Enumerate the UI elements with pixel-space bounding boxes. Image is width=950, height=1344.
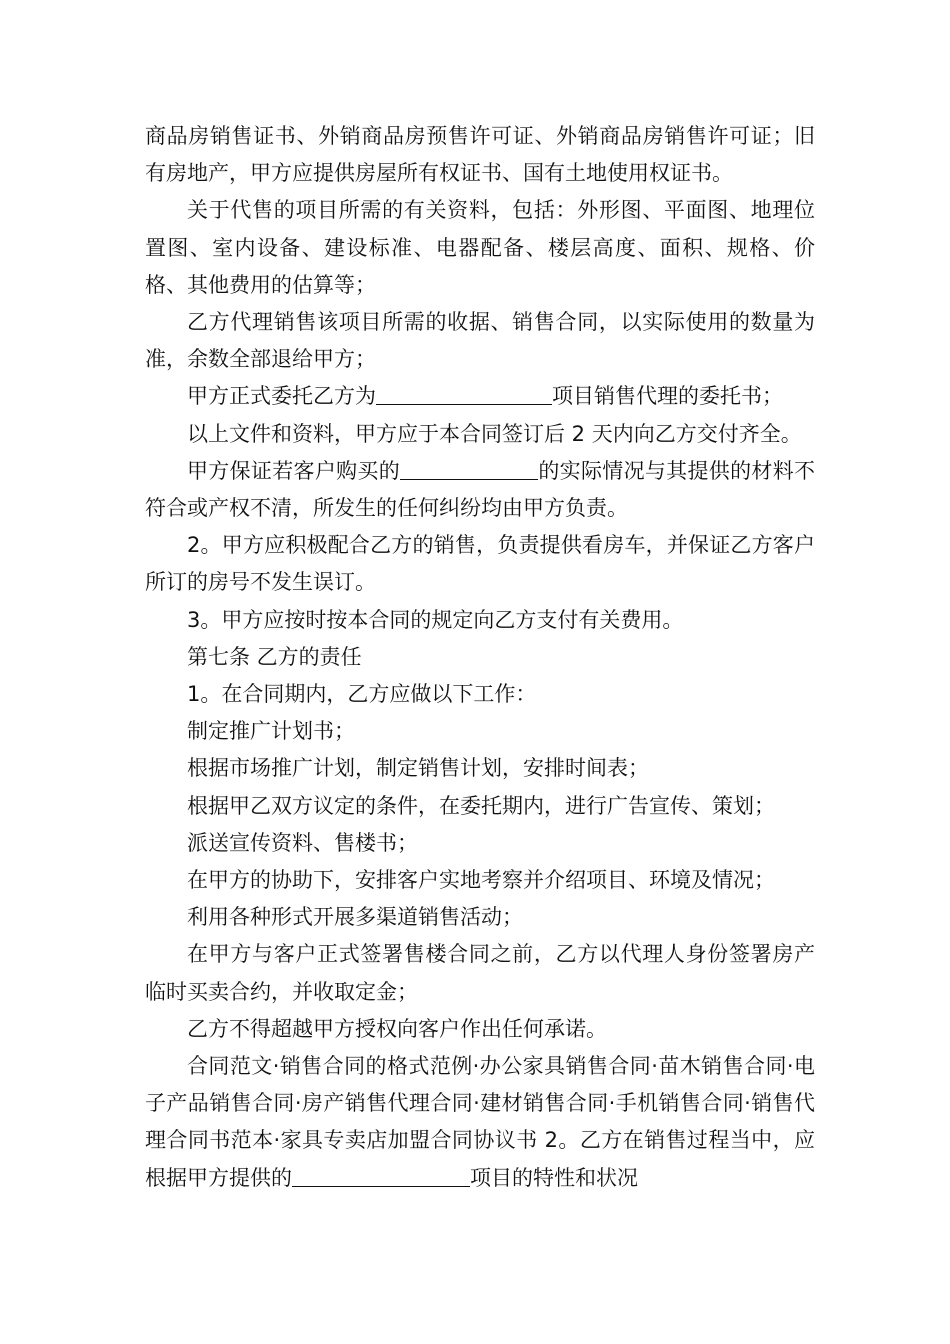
paragraph-item-3: 3。甲方应按时按本合同的规定向乙方支付有关费用。 [187,607,684,632]
paragraph-receipts-contracts: 乙方代理销售该项目所需的收据、销售合同，以实际使用的数量为准，余数全部退给甲方； [145,310,815,372]
list-item: 根据市场推广计划，制定销售计划，安排时间表； [187,756,649,781]
list-item: 在甲方与客户正式签署售楼合同之前，乙方以代理人身份签署房产临时买卖合约，并收取定金； [145,942,815,1004]
list-item: 乙方不得超越甲方授权向客户作出任何承诺。 [187,1016,607,1041]
fill-in-blank [400,457,538,480]
paragraph-text-after-blank: 项目的特性和状况 [470,1165,638,1190]
paragraph-text-after-blank: 项目销售代理的委托书； [552,384,783,409]
paragraph-certificates: 商品房销售证书、外销商品房预售许可证、外销商品房销售许可证；旧有房地产，甲方应提供房屋所有权证书、国有土地使用权证书。 [145,124,815,186]
list-item: 在甲方的协助下，安排客户实地考察并介绍项目、环境及情况； [187,868,775,893]
fill-in-blank [292,1164,470,1187]
paragraph-item-1: 1。在合同期内，乙方应做以下工作： [187,682,537,707]
paragraph-item-2: 2。甲方应积极配合乙方的销售，负责提供看房车，并保证乙方客户所订的房号不发生误订。 [145,533,815,595]
paragraph-text-before-blank: 合同范文·销售合同的格式范例·办公家具销售合同·苗木销售合同·电子产品销售合同·房产销售代理合同·建材销售合同·手机销售合同·销售代理合同书范本·家具专卖店加盟合同协议书 2。乙方在销售过程当中，应根据甲方提供的 [145,1054,815,1190]
paragraph-entrustment-letter [145,378,815,415]
document-body [145,118,815,1197]
list-item: 制定推广计划书； [187,719,355,744]
paragraph-party-a-guarantee [145,453,815,527]
paragraph-project-materials: 关于代售的项目所需的有关资料，包括：外形图、平面图、地理位置图、室内设备、建设标准、电器配备、楼层高度、面积、规格、价格、其他费用的估算等； [145,198,815,297]
paragraph-contract-templates [145,1048,815,1197]
paragraph-delivery-deadline: 以上文件和资料，甲方应于本合同签订后 2 天内向乙方交付齐全。 [187,421,802,446]
list-item: 根据甲乙双方议定的条件，在委托期内，进行广告宣传、策划； [187,793,775,818]
list-item: 利用各种形式开展多渠道销售活动； [187,905,523,930]
section-heading-article-7: 第七条 乙方的责任 [187,644,362,669]
paragraph-text-before-blank: 甲方保证若客户购买的 [187,458,401,483]
paragraph-text-after-blank: 的实际情况与其提供的材料不符合或产权不清，所发生的任何纠纷均由甲方负责。 [145,458,816,521]
fill-in-blank [376,382,552,405]
list-item: 派送宣传资料、售楼书； [187,830,418,855]
paragraph-text-before-blank: 甲方正式委托乙方为 [187,384,376,409]
